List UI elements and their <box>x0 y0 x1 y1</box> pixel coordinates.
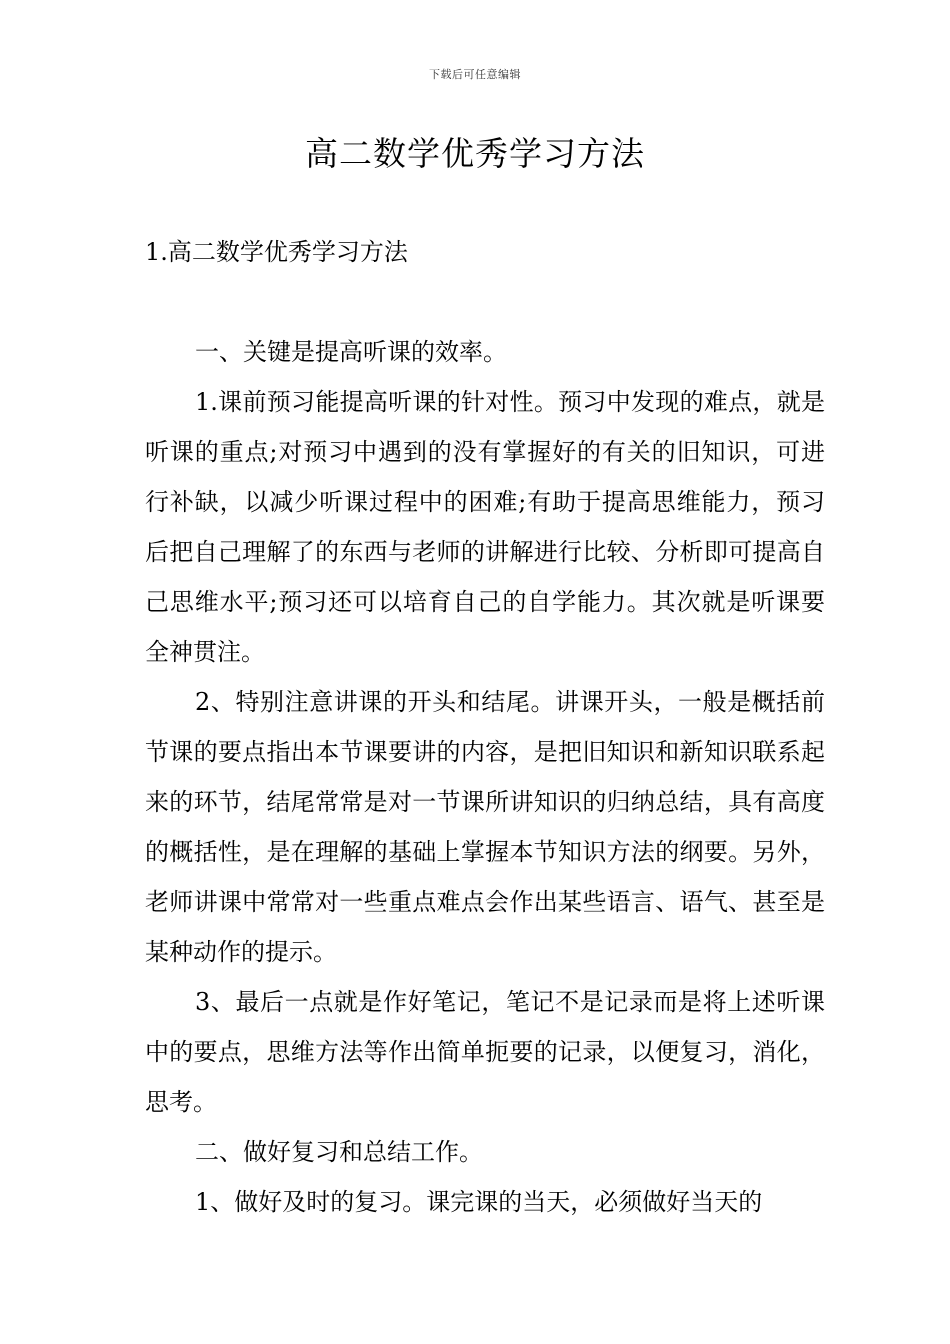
body-text <box>145 327 825 1227</box>
section-heading: 1.高二数学优秀学习方法 <box>145 238 408 266</box>
paragraph: 一、关键是提高听课的效率。 <box>195 338 507 366</box>
paragraph: 二、做好复习和总结工作。 <box>195 1138 483 1166</box>
paragraph: 3、最后一点就是作好笔记，笔记不是记录而是将上述听课中的要点，思维方法等作出简单扼要的记录，以便复习，消化，思考。 <box>145 988 825 1116</box>
paragraph: 2、特别注意讲课的开头和结尾。讲课开头，一般是概括前节课的要点指出本节课要讲的内容，是把旧知识和新知识联系起来的环节，结尾常常是对一节课所讲知识的归纳总结，具有高度的概括性，是在理解的基础上掌握本节知识方法的纲要。另外，老师讲课中常常对一些重点难点会作出某些语言、语气、甚至是某种动作的提示。 <box>145 688 825 966</box>
paragraph: 1、做好及时的复习。课完课的当天，必须做好当天的 <box>195 1188 763 1216</box>
document-title: 高二数学优秀学习方法 <box>305 134 645 173</box>
header-note: 下载后可任意编辑 <box>429 68 521 81</box>
paragraph: 1.课前预习能提高听课的针对性。预习中发现的难点，就是听课的重点;对预习中遇到的没有掌握好的有关的旧知识，可进行补缺，以减少听课过程中的困难;有助于提高思维能力，预习后把自己理解了的东西与老师的讲解进行比较、分析即可提高自己思维水平;预习还可以培育自己的自学能力。其次就是听课要全神贯注。 <box>145 388 825 666</box>
